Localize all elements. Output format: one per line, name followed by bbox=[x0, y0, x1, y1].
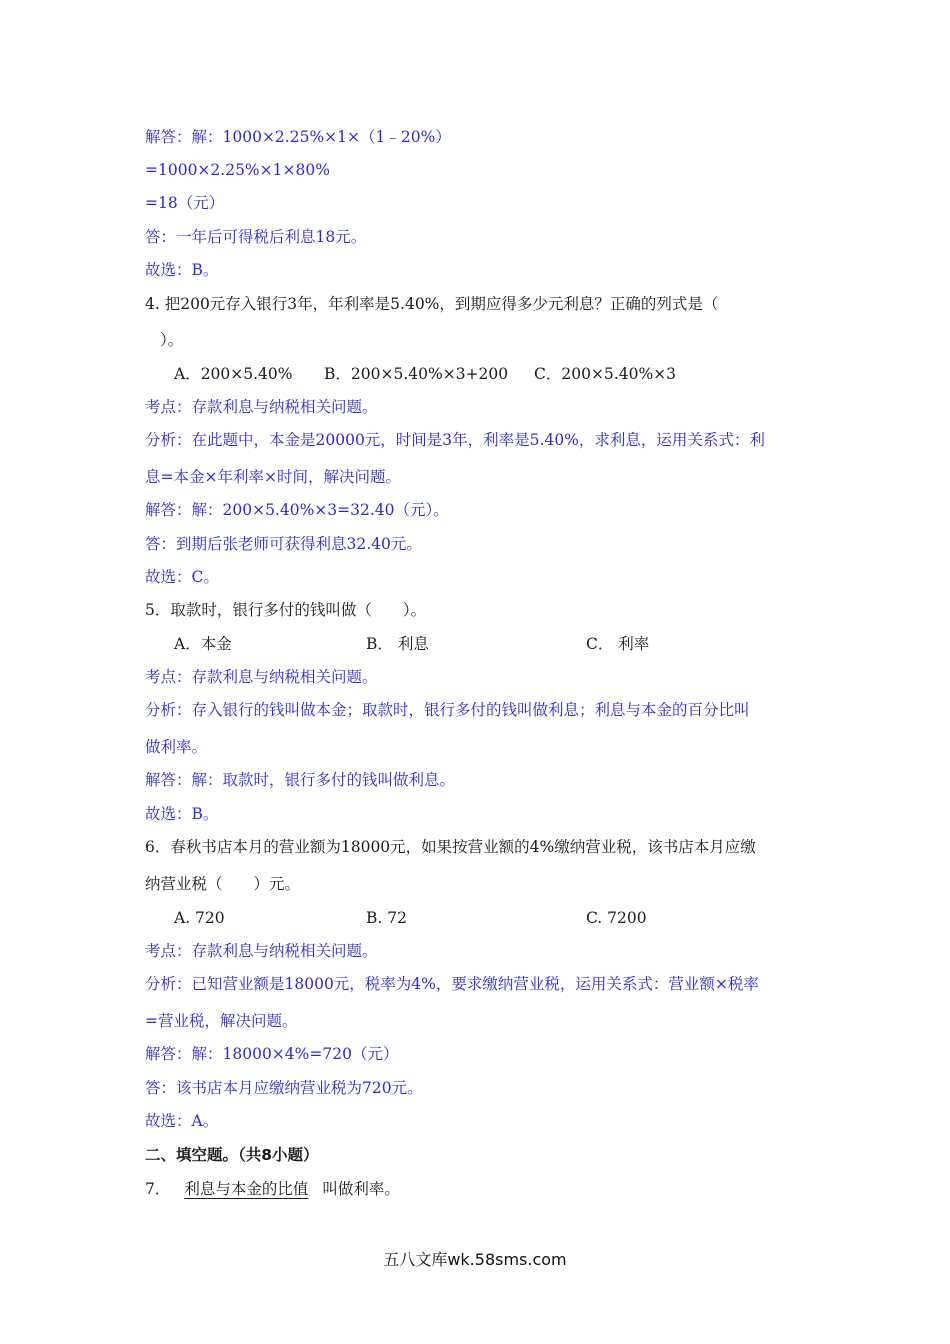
q4-option-a: A．200×5.40% bbox=[174, 365, 293, 383]
q5-option-a: A．本金 bbox=[174, 635, 232, 653]
q5-analysis-line2: 做利率。 bbox=[145, 738, 208, 756]
q6-option-a: A. 720 bbox=[174, 909, 225, 927]
q6-option-c: C. 7200 bbox=[586, 909, 647, 927]
footer-watermark: 五八文库wk.58sms.com bbox=[383, 1250, 567, 1269]
q7-number: 7． bbox=[145, 1180, 171, 1198]
q5-question: 5．取款时，银行多付的钱叫做（ ）。 bbox=[145, 601, 427, 619]
q6-question-line2: 纳营业税（ ）元。 bbox=[145, 875, 301, 893]
q6-choice: 故选：A。 bbox=[145, 1112, 219, 1130]
q6-analysis-line2: =营业税，解决问题。 bbox=[145, 1012, 298, 1030]
q4-answer: 答：到期后张老师可获得利息32.40元。 bbox=[145, 535, 422, 553]
q5-topic: 考点：存款利息与纳税相关问题。 bbox=[145, 668, 378, 686]
q5-choice: 故选：B。 bbox=[145, 805, 219, 823]
q5-solution: 解答：解：取款时，银行多付的钱叫做利息。 bbox=[145, 771, 456, 789]
q4-option-c: C．200×5.40%×3 bbox=[534, 365, 677, 383]
q5-option-b: B． 利息 bbox=[366, 635, 429, 653]
q4-analysis-line2: 息=本金×年利率×时间，解决问题。 bbox=[145, 468, 401, 486]
q7-rest: 叫做利率。 bbox=[322, 1180, 400, 1198]
q6-option-b: B. 72 bbox=[366, 909, 407, 927]
q3-choice: 故选：B。 bbox=[145, 261, 219, 279]
q3-solution: 解答：解：1000×2.25%×1×（1﹣20%） bbox=[145, 128, 451, 146]
q7-line bbox=[145, 1179, 400, 1199]
q6-solution: 解答：解：18000×4%=720（元） bbox=[145, 1045, 399, 1063]
q4-analysis-line1: 分析：在此题中，本金是20000元，时间是3年，利率是5.40%，求利息，运用关系式：利 bbox=[145, 431, 765, 449]
q6-question-line1: 6．春秋书店本月的营业额为18000元，如果按营业额的4%缴纳营业税，该书店本月应缴 bbox=[145, 838, 756, 856]
q6-analysis-line1: 分析：已知营业额是18000元，税率为4%，要求缴纳营业税，运用关系式：营业额×税率 bbox=[145, 975, 759, 993]
q3-answer: 答：一年后可得税后利息18元。 bbox=[145, 228, 367, 246]
q6-topic: 考点：存款利息与纳税相关问题。 bbox=[145, 942, 378, 960]
q4-question-line1: 4. 把200元存入银行3年，年利率是5.40%，到期应得多少元利息？正确的列式是（ bbox=[145, 295, 719, 313]
q4-question-line2: ）。 bbox=[160, 331, 184, 349]
section-heading: 二、填空题。（共8小题） bbox=[145, 1146, 319, 1164]
q5-analysis-line1: 分析：存入银行的钱叫做本金；取款时，银行多付的钱叫做利息；利息与本金的百分比叫 bbox=[145, 701, 750, 719]
q4-choice: 故选：C。 bbox=[145, 568, 219, 586]
q5-option-c: C． 利率 bbox=[586, 635, 650, 653]
q3-step1: =1000×2.25%×1×80% bbox=[145, 161, 330, 179]
q7-blank-answer: 利息与本金的比值 bbox=[184, 1180, 309, 1198]
q4-solution: 解答：解：200×5.40%×3=32.40（元）。 bbox=[145, 501, 449, 519]
q6-answer: 答：该书店本月应缴纳营业税为720元。 bbox=[145, 1079, 423, 1097]
q4-option-b: B．200×5.40%×3+200 bbox=[324, 365, 509, 383]
q4-topic: 考点：存款利息与纳税相关问题。 bbox=[145, 398, 378, 416]
q3-step2: =18（元） bbox=[145, 194, 225, 212]
